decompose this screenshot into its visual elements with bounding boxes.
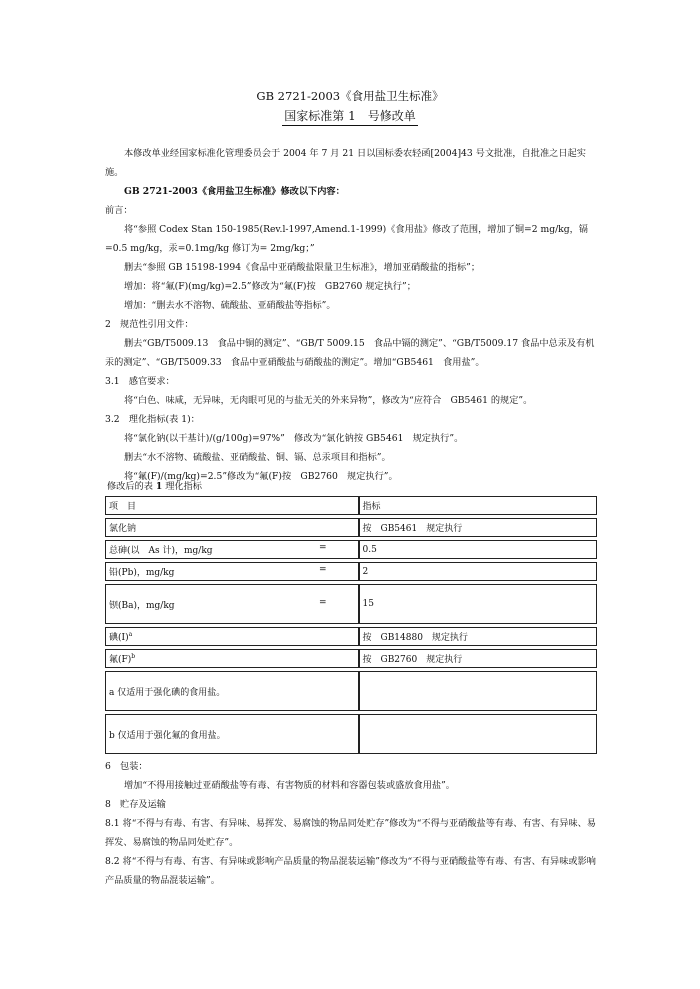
section-3-2-heading: 3.2 理化指标(表 1)： xyxy=(105,414,200,425)
note-a: a 仅适用于强化碘的食用盐。 xyxy=(105,671,359,711)
section-3-2-item-1: 将“氯化钠(以干基计)/(g/100g)=97%” 修改为“氯化钠按 GB5461 规定执行”。 xyxy=(124,433,464,444)
section-6-text: 增加“不得用接触过亚硝酸盐等有毒、有害物质的材料和容器包装或盛放食用盐”。 xyxy=(124,780,455,791)
row-value: 15 xyxy=(359,584,598,624)
table-row xyxy=(105,540,597,559)
row-item xyxy=(105,584,359,624)
row-value: 按 GB2760 规定执行 xyxy=(359,649,598,668)
table-note-row xyxy=(105,671,597,711)
row-item xyxy=(105,518,359,537)
row-item-text: 碘(I) xyxy=(109,633,129,643)
preface-heading: 前言： xyxy=(105,205,133,216)
table-row xyxy=(105,627,597,646)
intro-paragraph: 本修改单业经国家标准化管理委员会于 2004 年 7 月 21 日以国标委农轻函[2004]43 号文批准，自批准之日起实施。 xyxy=(105,148,586,178)
section-2-text: 删去“GB/T5009.13 食品中铜的测定”、“GB/T 5009.15 食品中镉的测定”、“GB/T5009.17 食品中总汞及有机汞的测定”、“GB/T5009.33 食品中亚硝酸盐与硝酸盐的测定”。增加“GB5461 食用盐”。 xyxy=(105,338,595,368)
row-item-text: 铅(Pb)，mg/kg xyxy=(109,568,175,578)
row-value: 2 xyxy=(359,562,598,581)
section-8-2: 8.2 将“不得与有毒、有害、有异味或影响产品质量的物品混装运输”修改为“不得与亚硝酸盐等有毒、有害、有异味或影响产品质量的物品混装运输”。 xyxy=(105,856,596,886)
preface-item-3: 增加：将“氟(F)(mg/kg)=2.5”修改为“氟(F)按 GB2760 规定执行”； xyxy=(124,281,416,292)
row-equals: = xyxy=(318,543,327,553)
preface-item-4: 增加：“删去水不溶物、硫酸盐、亚硝酸盐等指标”。 xyxy=(124,300,336,311)
row-value: 按 GB5461 规定执行 xyxy=(359,518,598,537)
document-subtitle xyxy=(0,107,700,124)
preface-item-1: 将“参照 Codex Stan 150-1985(Rev.l-1997,Amend.1-1999)《食用盐》修改了范围，增加了铜=2 mg/kg，镉=0.5 mg/kg，汞=0.1mg/kg 修订为= 2mg/kg；” xyxy=(105,224,588,254)
table-row xyxy=(105,584,597,624)
footnote-marker: b xyxy=(131,653,136,660)
row-equals: = xyxy=(318,565,327,575)
caption-prefix: 修改后的表 xyxy=(107,481,153,492)
lead-line: GB 2721-2003《食用盐卫生标准》修改以下内容： xyxy=(124,186,345,197)
section-3-1-heading: 3.1 感官要求： xyxy=(105,376,175,387)
section-3-2-item-3: 将“氟(F)/(mg/kg)=2.5”修改为“氟(F)按 GB2760 规定执行”。 xyxy=(124,471,398,482)
row-item xyxy=(105,627,359,646)
caption-number: 1 xyxy=(155,481,163,492)
section-3-2-item-2: 删去“水不溶物、硫酸盐、亚硝酸盐、铜、镉、总汞项目和指标”。 xyxy=(124,452,391,463)
section-6-heading: 6 包装： xyxy=(105,761,148,772)
table-caption xyxy=(107,478,202,492)
section-8-1: 8.1 将“不得与有毒、有害、有异味、易挥发、易腐蚀的物品同处贮存”修改为“不得与亚硝酸盐等有毒、有害、有异味、易挥发、易腐蚀的物品同处贮存”。 xyxy=(105,818,596,848)
row-value: 按 GB14880 规定执行 xyxy=(359,627,598,646)
note-b: b 仅适用于强化氟的食用盐。 xyxy=(105,714,359,754)
row-value: 0.5 xyxy=(359,540,598,559)
row-item-text: 氟(F) xyxy=(109,655,132,665)
table-header-row xyxy=(105,496,597,515)
section-2-heading: 2 规范性引用文件： xyxy=(105,319,194,330)
preface-item-2: 删去“参照 GB 15198-1994《食品中亚硝酸盐限量卫生标准》，增加亚硝酸盐的指标”； xyxy=(124,262,481,273)
indicator-table xyxy=(105,493,597,757)
note-a-empty xyxy=(359,671,598,711)
header-item: 项 目 xyxy=(105,496,359,515)
row-item-text: 钡(Ba)，mg/kg xyxy=(109,600,175,611)
table-row xyxy=(105,562,597,581)
section-3-1-text: 将“白色、味咸，无异味，无肉眼可见的与盐无关的外来异物”，修改为“应符合 GB5461 的规定”。 xyxy=(124,395,533,406)
document-title: GB 2721-2003《食用盐卫生标准》 xyxy=(256,89,444,103)
note-b-empty xyxy=(359,714,598,754)
row-item-text: 氯化钠 xyxy=(109,524,137,534)
row-equals: = xyxy=(318,597,327,608)
table-row xyxy=(105,518,597,537)
row-item xyxy=(105,540,359,559)
caption-title: 理化指标 xyxy=(165,481,202,492)
table-note-row xyxy=(105,714,597,754)
row-item xyxy=(105,562,359,581)
section-8-heading: 8 贮存及运输 xyxy=(105,799,166,810)
footnote-marker: a xyxy=(128,631,133,638)
header-value: 指标 xyxy=(359,496,598,515)
row-item-text: 总砷(以 As 计)，mg/kg xyxy=(109,546,213,556)
row-item xyxy=(105,649,359,668)
subtitle-text: 国家标准第 1 号修改单 xyxy=(282,109,417,126)
table-row xyxy=(105,649,597,668)
